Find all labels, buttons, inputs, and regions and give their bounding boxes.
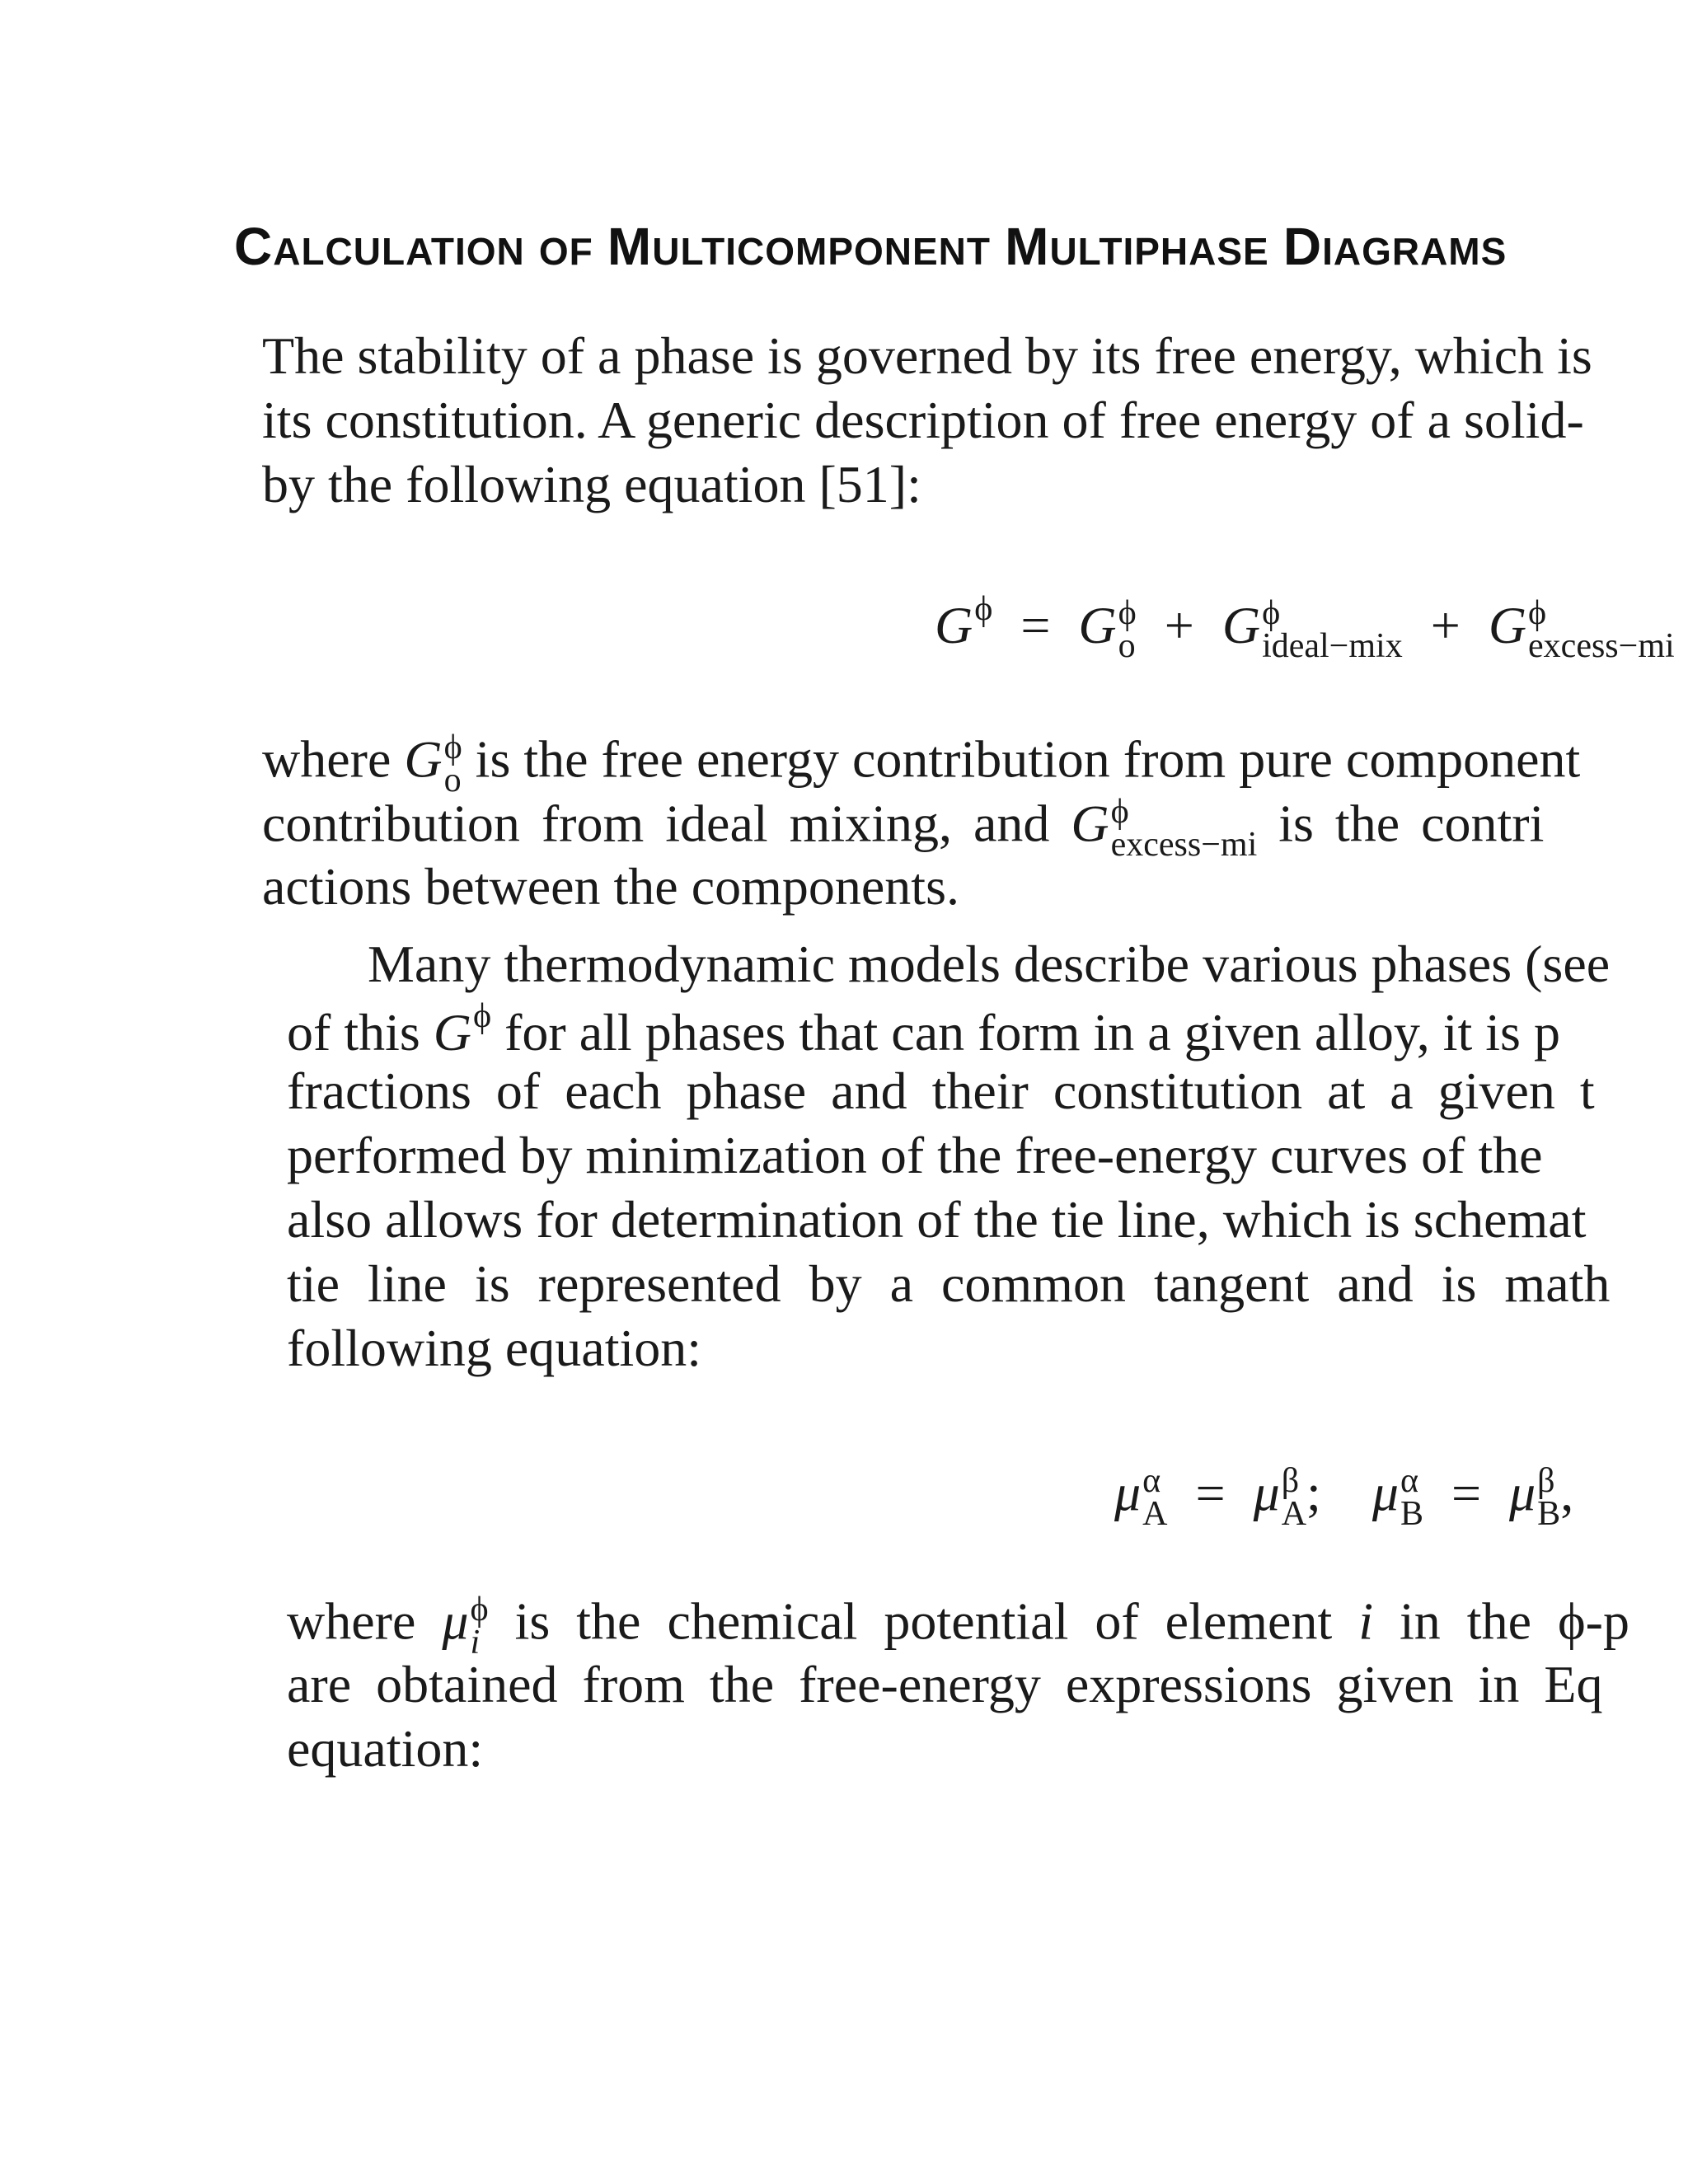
para2-line2: contribution from ideal mixing, and G ϕ excess−mi is the contri <box>262 793 1545 864</box>
para4-line1: where μ ϕ i is the chemical potential of element i in the ϕ-p <box>287 1591 1629 1661</box>
para1-line1: The stability of a phase is governed by its free energy, which is <box>262 326 1592 385</box>
equation-chemical-potential: μ α A = μ β A ; μ α B = μ β B , <box>1114 1462 1574 1533</box>
para1-line3: by the following equation [51]: <box>262 455 921 513</box>
heading-word-4: MULTIPHASE <box>1005 217 1269 276</box>
para3-line5: also allows for determination of the tie line, which is schemat <box>287 1190 1587 1249</box>
heading-word-3: MULTICOMPONENT <box>607 217 992 276</box>
para2-line1: where G ϕ o is the free energy contribution from pure component <box>262 729 1581 799</box>
para3-line7: following equation: <box>287 1319 702 1377</box>
section-heading <box>234 216 1507 277</box>
para3-line2: of this G ϕ for all phases that can form in a given alloy, it is p <box>287 997 1560 1062</box>
heading-word-2: OF <box>538 230 593 273</box>
equation-free-energy: G ϕ = G ϕ o + G ϕ ideal−mix + G ϕ excess−mi <box>935 590 1675 666</box>
heading-word-5: DIAGRAMS <box>1282 217 1507 276</box>
para4-line2: are obtained from the free-energy expressions given in Eq <box>287 1655 1603 1713</box>
para4-line3: equation: <box>287 1719 484 1778</box>
para3-line6: tie line is represented by a common tangent and is math <box>287 1254 1611 1313</box>
para3-line3: fractions of each phase and their constitution at a given t <box>287 1062 1595 1120</box>
heading-word-1: CALCULATION <box>234 217 525 276</box>
para2-line3: actions between the components. <box>262 857 959 916</box>
para3-line4: performed by minimization of the free-energy curves of the <box>287 1126 1543 1184</box>
para3-line1: Many thermodynamic models describe various phases (see <box>368 935 1611 993</box>
para1-line2: its constitution. A generic description of free energy of a solid- <box>262 391 1584 449</box>
